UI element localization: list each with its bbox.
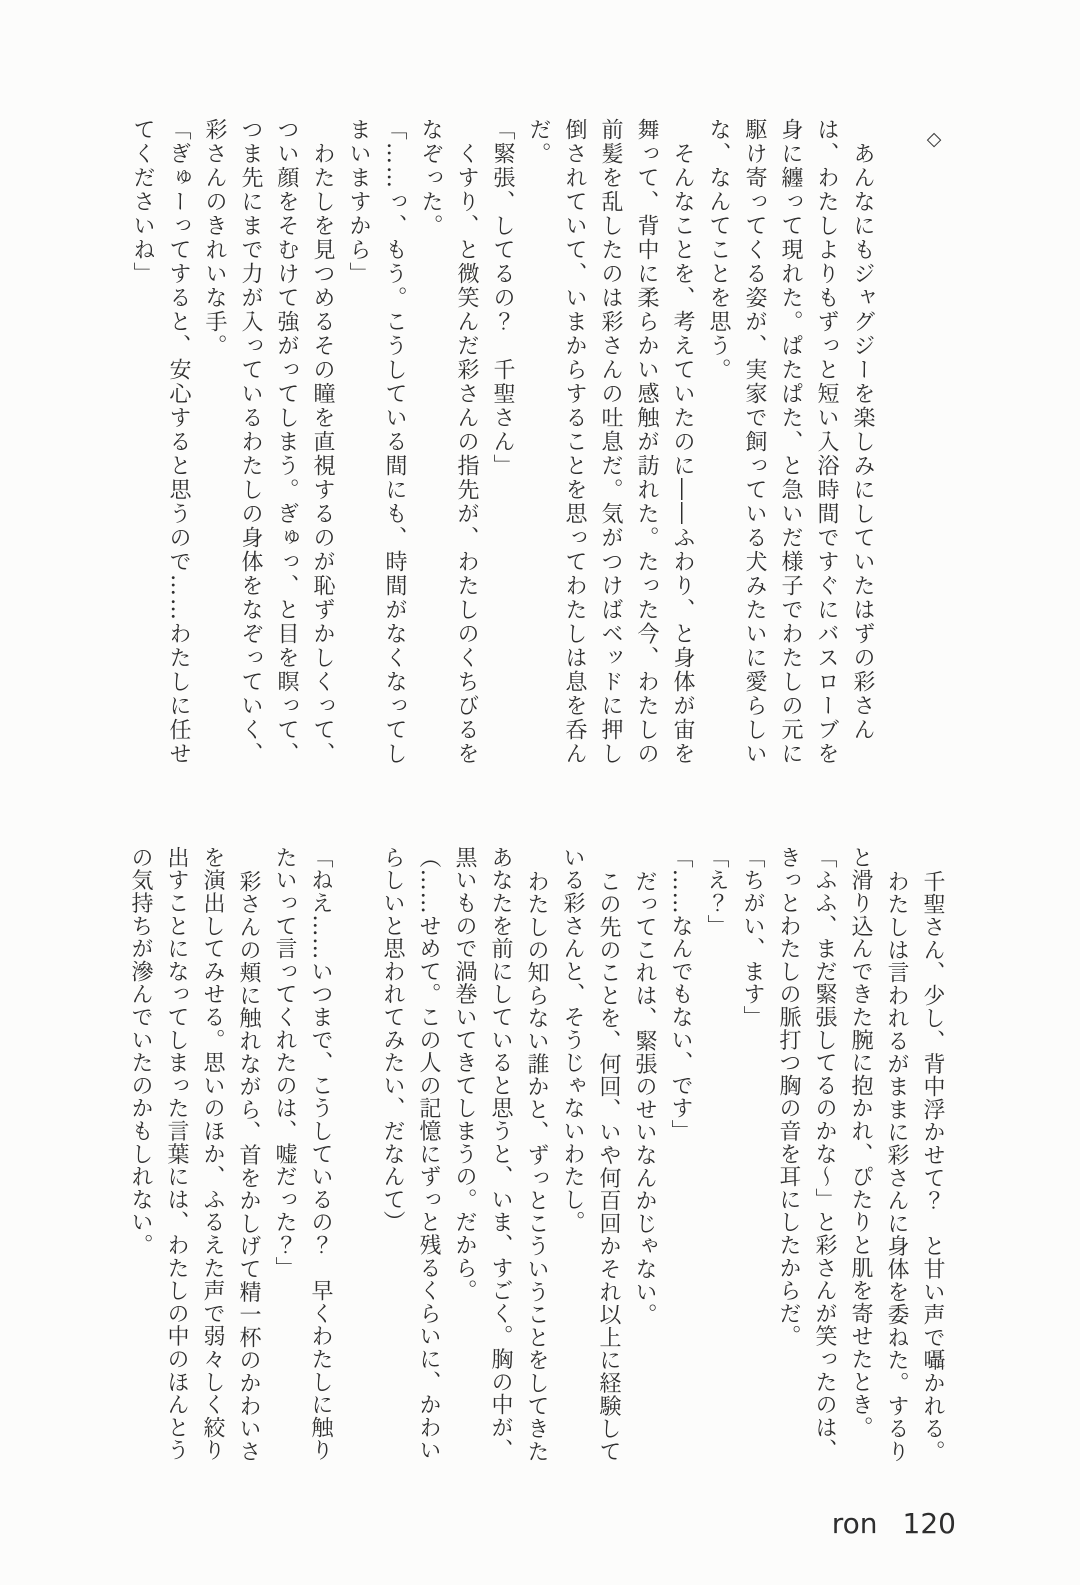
text-line: （……せめて。この人の記憶にずっと残るくらいに、かわい	[416, 846, 441, 1462]
text-line: 「ぎゅーってすると、安心すると思うので……わたしに任せ	[166, 118, 191, 766]
text-line: な、なんてことを思う。	[706, 118, 731, 382]
text-line: 「……なんでもない、です」	[668, 846, 693, 1143]
text-line: 出すことになってしまった言葉には、わたしの中のほんとう	[164, 846, 189, 1462]
text-line: 黒いもので渦巻いてきてしまうの。だから。	[452, 846, 477, 1302]
text-line: たいって言ってくれたのは、嘘だった？」	[272, 846, 297, 1280]
text-line: の気持ちが滲んでいたのかもしれない。	[128, 846, 153, 1257]
text-line: あなたを前にしていると思うと、いま、すごく。胸の中が、	[488, 846, 513, 1462]
text-line: は、わたしよりもずっと短い入浴時間ですぐにバスローブを	[814, 118, 839, 766]
text-line: きっとわたしの脈打つ胸の音を耳にしたからだ。	[776, 846, 801, 1348]
text-line: を演出してみせる。思いのほか、ふるえた声で弱々しく絞り	[200, 846, 225, 1462]
page-footer	[832, 1507, 956, 1540]
text-line: 「緊張、してるの？ 千聖さん」	[490, 118, 515, 478]
top-text-block	[124, 118, 952, 818]
section-divider: ◇	[923, 128, 945, 150]
text-line: 倒されていて、いまからすることを思ってわたしは息を呑ん	[562, 118, 587, 766]
text-line: てくださいね」	[130, 118, 155, 286]
text-line: 駆け寄ってくる姿が、実家で飼っている犬みたいに愛らしい	[742, 118, 767, 766]
text-line: いる彩さんと、そうじゃないわたし。	[560, 846, 585, 1234]
blank-line	[880, 118, 916, 818]
text-line: 「……っ、もう。こうしている間にも、時間がなくなってし	[382, 118, 407, 766]
text-line: 千聖さん、少し、背中浮かせて？ と甘い声で囁かれる。	[920, 869, 945, 1463]
text-line: まいますから」	[346, 118, 371, 286]
text-line: 前髪を乱したのは彩さんの吐息だ。気がつけばベッドに押し	[598, 118, 623, 766]
text-line: わたしを見つめるその瞳を直視するのが恥ずかしくって、	[310, 141, 335, 766]
page-number: 120	[902, 1507, 956, 1540]
text-line: だってこれは、緊張のせいなんかじゃない。	[632, 869, 657, 1326]
text-line: つい顔をそむけて強がってしまう。ぎゅっ、と目を瞑って、	[274, 118, 299, 766]
text-line: だ。	[526, 118, 551, 166]
text-line: 舞って、背中に柔らかい感触が訪れた。たった今、わたしの	[634, 118, 659, 766]
text-line: らしいと思われてみたい、だなんて）	[380, 846, 405, 1234]
text-line: 身に纏って現れた。ぱたぱた、と急いだ様子でわたしの元に	[778, 118, 803, 766]
text-line: 「ねえ……いつまで、こうしているの？ 早くわたしに触り	[308, 846, 333, 1462]
text-line: 彩さんのきれいな手。	[202, 118, 227, 358]
text-line: と滑り込んできた腕に抱かれ、ぴたりと肌を寄せたとき。	[848, 846, 873, 1439]
blank-line	[338, 846, 374, 1536]
text-line: くすり、と微笑んだ彩さんの指先が、わたしのくちびるを	[454, 141, 479, 766]
text-line: あんなにもジャグジーを楽しみにしていたはずの彩さん	[850, 141, 875, 742]
bottom-text-block	[122, 846, 950, 1536]
text-line: わたしは言われるがままに彩さんに身体を委ねた。するり	[884, 869, 909, 1463]
text-line: 「え？」	[704, 846, 729, 938]
text-line: そんなことを、考えていたのに――ふわり、と身体が宙を	[670, 141, 695, 766]
text-line: 彩さんの頬に触れながら、首をかしげて精一杯のかわいさ	[236, 869, 261, 1463]
footer-label: ron	[831, 1507, 878, 1540]
text-line: 「ちがい、ます」	[740, 846, 765, 1029]
text-line: つま先にまで力が入っているわたしの身体をなぞっていく、	[238, 118, 263, 766]
text-line: この先のことを、何回、いや何百回かそれ以上に経験して	[596, 869, 621, 1463]
text-line: わたしの知らない誰かと、ずっとこういうことをしてきた	[524, 869, 549, 1463]
text-line: 「ふふ、まだ緊張してるのかな〜」と彩さんが笑ったのは、	[812, 846, 837, 1462]
text-line: なぞった。	[418, 118, 443, 238]
